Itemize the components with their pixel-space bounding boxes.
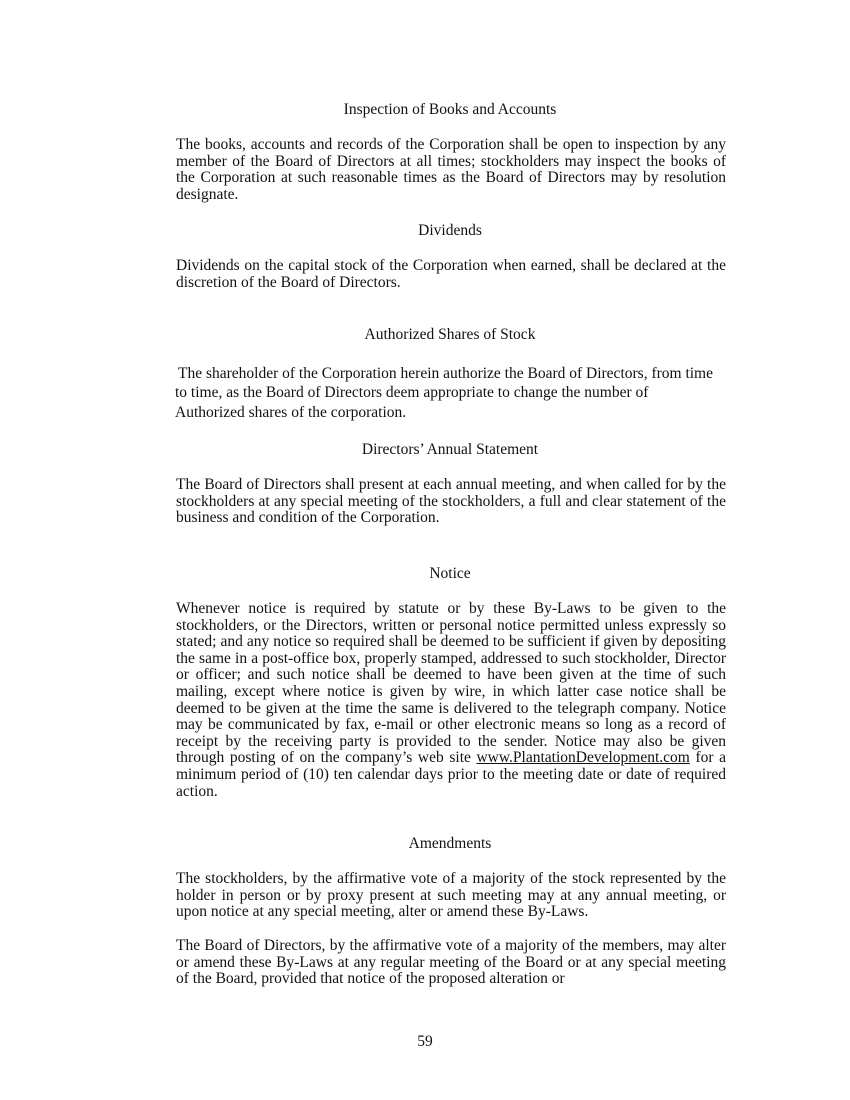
- paragraph-dividends: Dividends on the capital stock of the Corporation when earned, shall be declared at the discretion of the Board of Directors.: [176, 257, 726, 291]
- paragraph-authorized-shares: The shareholder of the Corporation herein authorize the Board of Directors, from time to time, as the Board of Directors deem appropriate to change the number of Authorized shares of the corporation.: [175, 365, 713, 421]
- heading-amendments: Amendments: [408, 835, 492, 852]
- paragraph-amendments-board: The Board of Directors, by the affirmative vote of a majority of the members, may alter or amend these By-Laws at any regular meeting of the Board or at any special meeting of the Board, provided that notice of the proposed alteration or: [176, 937, 726, 988]
- heading-dividends: Dividends: [418, 222, 482, 239]
- heading-notice: Notice: [429, 565, 471, 582]
- paragraph-notice: [176, 601, 726, 800]
- heading-authorized-shares: Authorized Shares of Stock: [364, 326, 536, 343]
- paragraph-annual-statement: The Board of Directors shall present at each annual meeting, and when called for by the stockholders at any special meeting of the stockholders, a full and clear statement of the business and condition of the Corporation.: [176, 476, 726, 527]
- notice-text-end: for a minimum period of (10) ten calendar days prior to the meeting date or date of required action.: [176, 749, 727, 800]
- paragraph-inspection: The books, accounts and records of the Corporation shall be open to inspection by any member of the Board of Directors at all times; stockholders may inspect the books of the Corporation at such reasonable times as the Board of Directors may by resolution designate.: [176, 136, 726, 203]
- heading-inspection: Inspection of Books and Accounts: [343, 101, 557, 118]
- heading-annual-statement: Directors’ Annual Statement: [361, 441, 539, 458]
- paragraph-amendments-stockholders: The stockholders, by the affirmative vote of a majority of the stock represented by the holder in person or by proxy present at such meeting may at any annual meeting, or upon notice at any special meeting, alter or amend these By-Laws.: [176, 870, 726, 921]
- plantation-development-link[interactable]: www.PlantationDevelopment.com: [476, 749, 690, 767]
- notice-text-start: Whenever notice is required by statute or by these By-Laws to be given to the stockholders, or the Directors, written or personal notice permitted unless expressly so stated; and any notice so required shall be deemed to be sufficient if given by depositing the same in a post-office box, properly stamped, addressed to such stockholder, Director or officer; and such notice shall be deemed to have been given at the time of such mailing, except where notice is given by wire, in which latter case notice shall be deemed to be given at the time the same is delivered to the telegraph company. Notice may be communicated by fax, e-mail or other electronic means so long as a record of receipt by the receiving party is provided to the sender. Notice may also be given through posting of on the company’s web site: [176, 600, 726, 767]
- page-number: 59: [417, 1033, 433, 1050]
